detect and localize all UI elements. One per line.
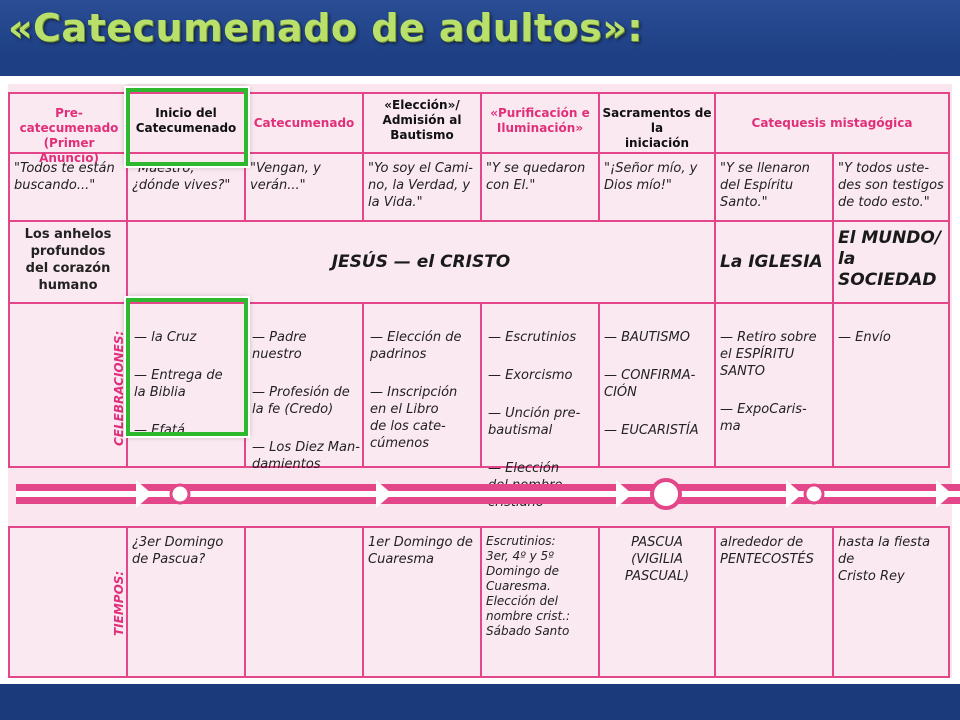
celebraciones-eleccion: [370, 312, 480, 473]
tiempo-cell: ¿3er Domingo de Pascua?: [132, 535, 224, 567]
list-item: — Retiro sobre el ESPÍRITU SANTO: [720, 330, 817, 379]
quote-cell: "Vengan, y verán...": [250, 161, 321, 193]
col-line: [832, 152, 834, 466]
celebraciones-catecumenado: [252, 312, 362, 494]
list-item: — Escrutinios: [488, 330, 577, 345]
col-line: [480, 302, 482, 466]
catecumenado-figure: [0, 76, 960, 684]
col-line: [598, 526, 600, 678]
list-item: — Envío: [838, 330, 891, 345]
tiempo-cell: 1er Domingo de Cuaresma: [368, 535, 473, 567]
header-catequesis-mistagogica: Catequesis mistagógica: [751, 116, 913, 130]
list-item: — Entrega de la Biblia: [134, 368, 223, 400]
header-catecumenado: Catecumenado: [253, 116, 355, 130]
footer-bar: [0, 684, 960, 720]
header-purificacion: «Purificación e Iluminación»: [490, 106, 590, 135]
list-item: — CONFIRMA- CIÓN: [604, 368, 696, 400]
celebraciones-sacramentos: [604, 312, 714, 460]
list-item: — Padre nuestro: [252, 330, 307, 362]
celebraciones-mundo: [838, 312, 948, 367]
col-line: [480, 526, 482, 678]
col-line: [598, 302, 600, 466]
list-item: — ExpoCaris- ma: [720, 402, 807, 434]
list-item: — Los Diez Man- damientos: [252, 440, 360, 472]
list-item: — Efatá: [134, 423, 185, 438]
list-item: — Profesión de la fe (Credo): [252, 385, 350, 417]
table-card: [8, 84, 952, 678]
col-line: [714, 92, 716, 466]
highlight-inicio-celebraciones: [126, 298, 248, 436]
timeline-node: [171, 485, 189, 503]
slide-title: «Catecumenado de adultos»:: [8, 6, 643, 50]
col-line: [362, 526, 364, 678]
list-item: — BAUTISMO: [604, 330, 690, 345]
quote-cell: "Y todos uste- des son testigos de todo esto.": [838, 161, 944, 210]
highlight-inicio-header: [126, 88, 248, 166]
tiempo-cell: alrededor de PENTECOSTÉS: [720, 535, 814, 567]
col-line: [362, 302, 364, 466]
timeline-node: [805, 485, 823, 503]
col-line: [244, 526, 246, 678]
col-line: [126, 526, 128, 678]
celebraciones-label: CELEBRACIONES:: [112, 330, 126, 446]
row-line: [8, 220, 950, 222]
list-item: — Unción pre- bautismal: [488, 406, 581, 438]
quote-cell: "¡Señor mío, y Dios mío!": [604, 161, 698, 193]
col-line: [832, 526, 834, 678]
tiempo-cell: hasta la fiesta de Cristo Rey: [838, 535, 931, 584]
anhelos-cell: Los anhelos profundos del corazón humano: [24, 227, 112, 293]
list-item: — la Cruz: [134, 330, 197, 345]
list-item: — EUCARISTÍA: [604, 423, 699, 438]
header-eleccion: «Elección»/ Admisión al Bautismo: [382, 98, 462, 142]
col-line: [362, 92, 364, 222]
header-pre-catecumenado: Pre-catecumenado (Primer Anuncio): [19, 106, 119, 165]
list-item: — Exorcismo: [488, 368, 573, 383]
celebraciones-iglesia: [720, 312, 832, 456]
quote-cell: "Y se quedaron con El.": [486, 161, 586, 193]
quote-cell: "Yo soy el Cami- no, la Verdad, y la Vida.": [368, 161, 473, 210]
quote-cell: "Todos te están buscando...": [14, 161, 115, 193]
list-item: — Elección: [488, 461, 560, 476]
col-line: [480, 92, 482, 222]
mundo-sociedad-cell: El MUNDO/ la SOCIEDAD: [838, 228, 942, 290]
iglesia-cell: La IGLESIA: [720, 252, 823, 272]
timeline-node-pascua: [652, 480, 680, 508]
list-item: — Elección de padrinos: [370, 330, 462, 362]
tiempo-cell: Escrutinios: 3er, 4º y 5º Domingo de Cuaresma. Elección del nombre crist.: Sábado Santo: [486, 534, 571, 638]
timeline-arrows: [16, 470, 960, 520]
quote-cell: "Maestro, ¿dónde vives?": [132, 161, 231, 193]
list-item: — Inscripción en el Libro de los cate- cúmenos: [370, 385, 458, 451]
tiempo-cell-pascua: PASCUA (VIGILIA PASCUAL): [624, 535, 690, 584]
col-line: [714, 526, 716, 678]
header-inicio-catecumenado: Inicio del Catecumenado: [135, 106, 237, 135]
header-sacramentos: Sacramentos de la iniciación: [602, 106, 712, 150]
quote-cell: "Y se llenaron del Espíritu Santo.": [720, 161, 810, 210]
col-line: [598, 92, 600, 222]
tiempos-label: TIEMPOS:: [112, 570, 126, 636]
jesus-cristo-cell: JESÚS — el CRISTO: [331, 252, 511, 272]
